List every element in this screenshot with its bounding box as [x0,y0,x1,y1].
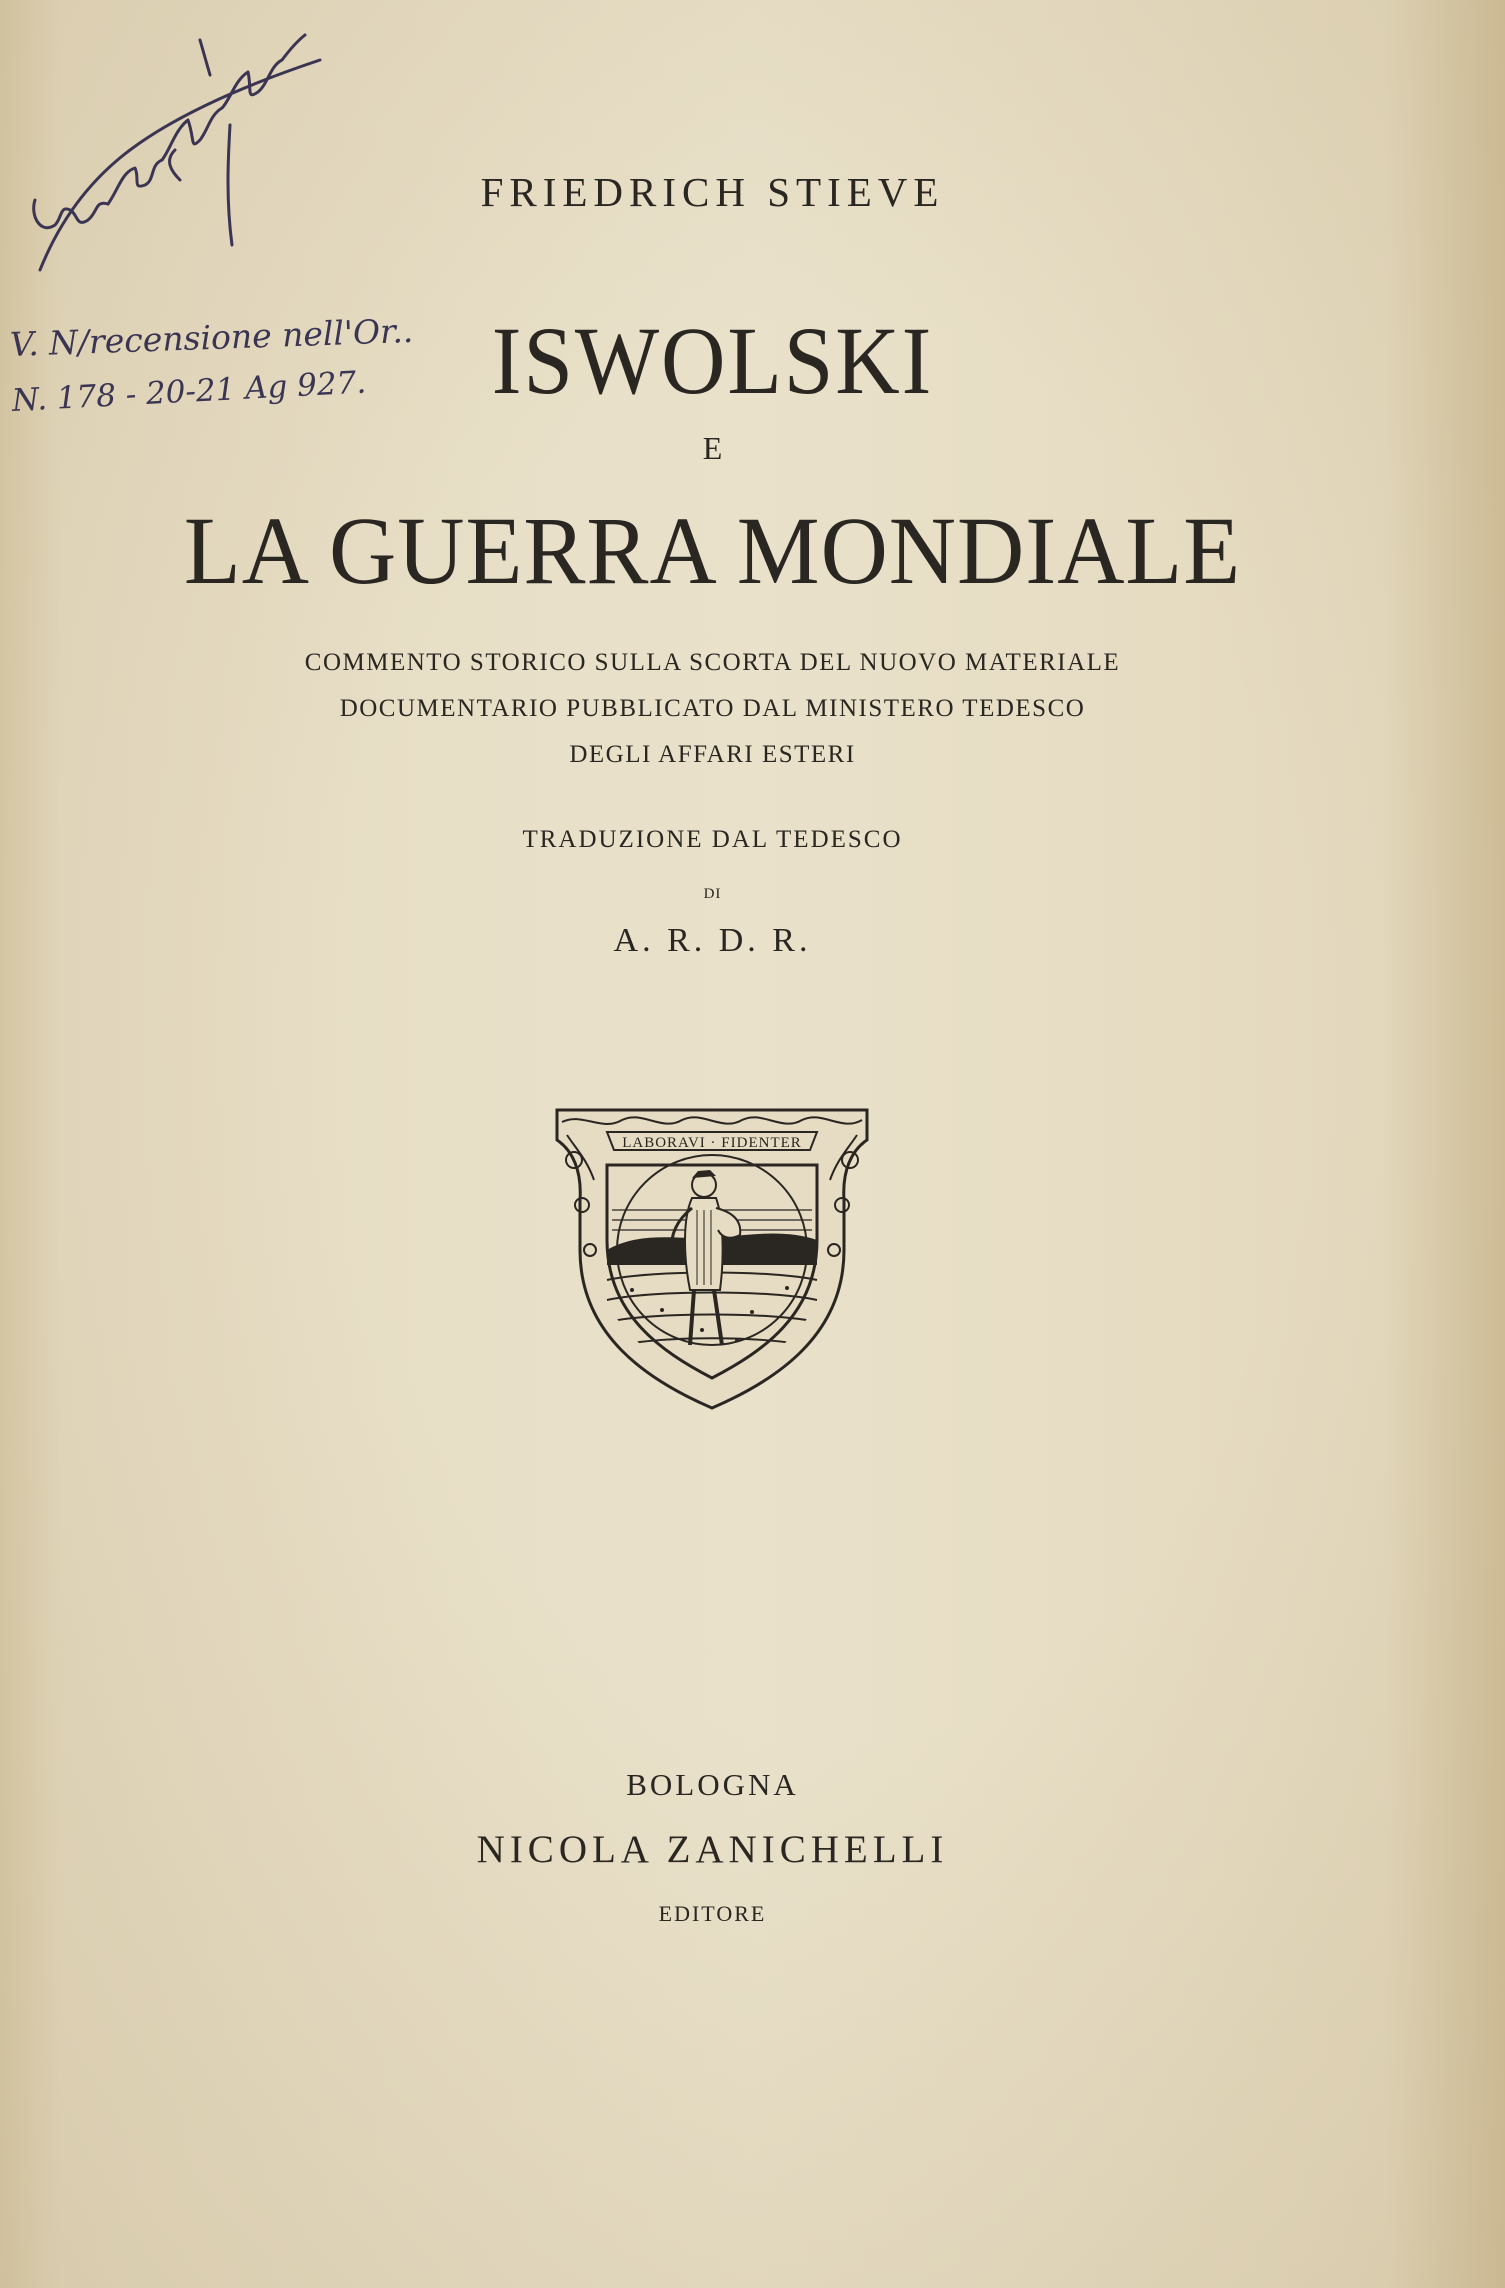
imprint-role: EDITORE [658,1901,767,1926]
description-line: DOCUMENTARIO PUBBLICATO DAL MINISTERO TEDESCO [339,695,1086,722]
sower-emblem-icon [552,1090,872,1410]
handwritten-signature-icon [0,0,360,300]
book-title: ISWOLSKI [491,307,934,414]
title-conjunction: E [702,430,723,466]
translation-by: DI [703,886,722,902]
imprint-publisher: NICOLA ZANICHELLI [476,1828,949,1871]
description-line: DEGLI AFFARI ESTERI [569,741,856,768]
handwritten-note: N. 178 - 20-21 Ag 927. [11,364,368,419]
imprint-city: BOLOGNA [626,1767,799,1802]
author-name: FRIEDRICH STIEVE [480,169,945,215]
book-subtitle: LA GUERRA MONDIALE [183,497,1242,604]
translation-note: TRADUZIONE DAL TEDESCO [522,826,903,853]
translator-initials: A. R. D. R. [613,922,812,959]
emblem-motto: LABORAVI · FIDENTER [622,1135,802,1151]
handwritten-note: V. N/recensione nell'Or.. [9,310,414,364]
book-description [0,640,1425,778]
description-line: COMMENTO STORICO SULLA SCORTA DEL NUOVO MATERIALE [304,649,1121,676]
